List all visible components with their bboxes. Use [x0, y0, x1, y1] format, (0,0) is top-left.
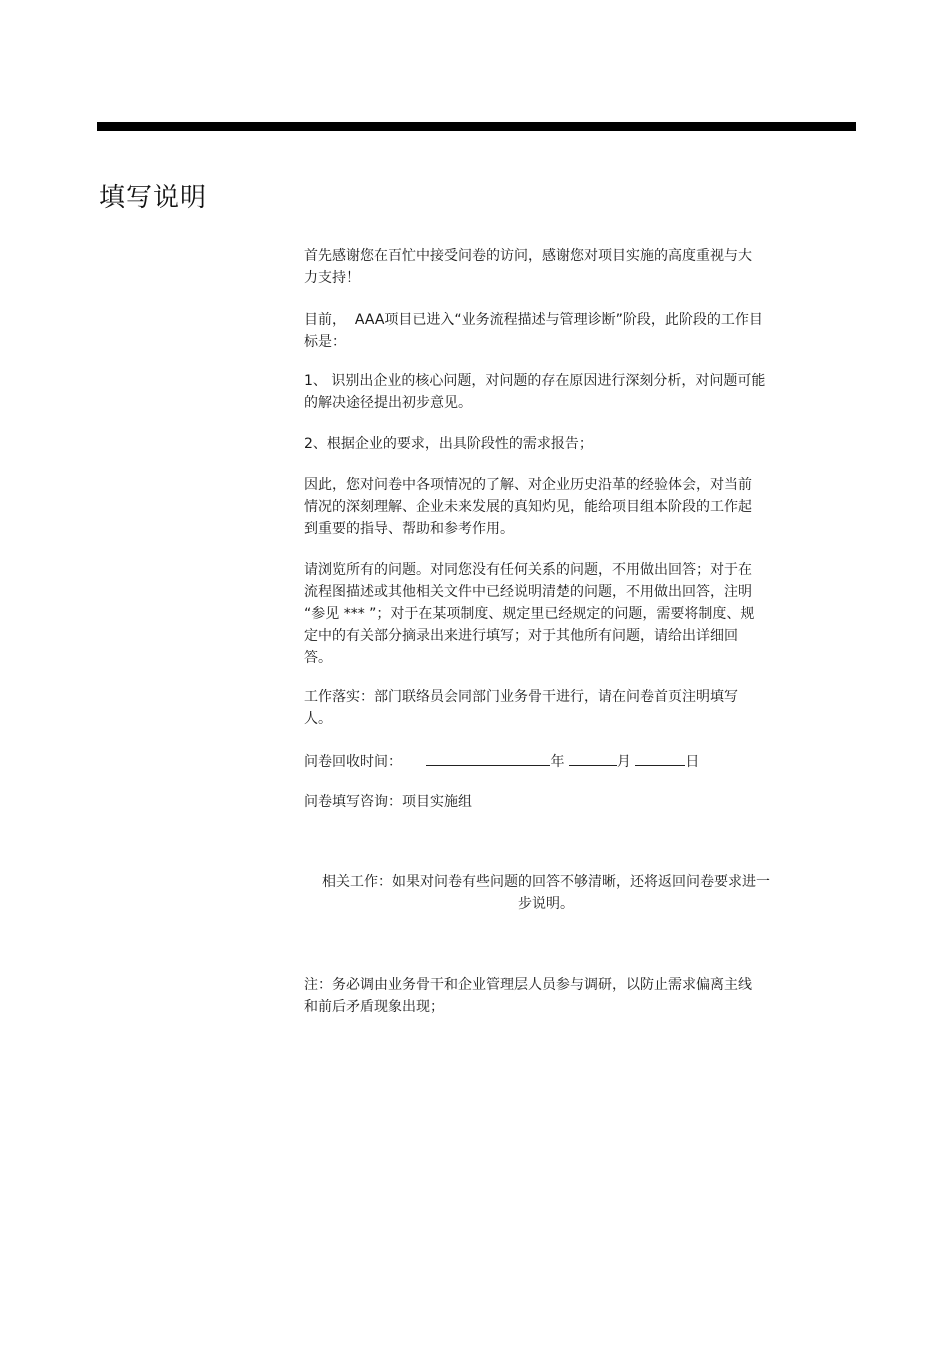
text-line: 步说明。	[518, 896, 574, 912]
text-line: 和前后矛盾现象出现；	[304, 999, 444, 1015]
text-line: 力支持！	[304, 270, 360, 286]
paragraph-note	[304, 974, 798, 1018]
text-line: 人。	[304, 711, 332, 727]
page-title: 填写说明	[99, 183, 208, 213]
paragraph-assignment	[304, 686, 798, 730]
header-rule	[97, 122, 856, 131]
text-line: 2、根据企业的要求，出具阶段性的需求报告；	[304, 436, 593, 452]
text-line: 请浏览所有的问题。对同您没有任何关系的问题，不用做出回答；对于在	[304, 562, 752, 578]
text-line: 标是：	[304, 334, 346, 350]
month-blank-field[interactable]	[569, 750, 617, 766]
paragraph-importance	[304, 474, 798, 540]
text-line: 答。	[304, 650, 332, 666]
month-label: 月	[616, 754, 631, 770]
text-line: 目前， AAA项目已进入“业务流程描述与管理诊断”阶段，此阶段的工作目	[304, 312, 763, 328]
return-time-row	[304, 750, 798, 773]
paragraph-intro	[304, 245, 798, 289]
text-line: 流程图描述或其他相关文件中已经说明清楚的问题，不用做出回答，注明	[304, 584, 752, 600]
text-line: 定中的有关部分摘录出来进行填写；对于其他所有问题，请给出详细回	[304, 628, 738, 644]
text-line: 相关工作：如果对问卷有些问题的回答不够清晰，还将返回问卷要求进一	[322, 874, 770, 890]
paragraph-related-work	[304, 871, 788, 915]
text-line: 工作落实：部门联络员会同部门业务骨干进行，请在问卷首页注明填写	[304, 689, 738, 705]
day-label: 日	[685, 754, 700, 770]
paragraph-goal-1	[304, 370, 798, 414]
text-line: 到重要的指导、帮助和参考作用。	[304, 521, 514, 537]
text-line: 因此，您对问卷中各项情况的了解、对企业历史沿革的经验体会，对当前	[304, 477, 752, 493]
year-blank-field[interactable]	[426, 750, 550, 766]
return-time-label: 问卷回收时间：	[304, 754, 402, 770]
consult-line: 问卷填写咨询：项目实施组	[304, 794, 472, 810]
text-line: “参见 *** ”；对于在某项制度、规定里已经规定的问题，需要将制度、规	[304, 606, 755, 622]
paragraph-instructions	[304, 559, 798, 669]
text-line: 情况的深刻理解、企业未来发展的真知灼见，能给项目组本阶段的工作起	[304, 499, 752, 515]
text-line: 首先感谢您在百忙中接受问卷的访问，感谢您对项目实施的高度重视与大	[304, 248, 752, 264]
day-blank-field[interactable]	[635, 750, 685, 766]
text-line: 注：务必调由业务骨干和企业管理层人员参与调研，以防止需求偏离主线	[304, 977, 752, 993]
paragraph-goal-2	[304, 433, 798, 455]
year-label: 年	[550, 754, 565, 770]
text-line: 1、 识别出企业的核心问题，对问题的存在原因进行深刻分析，对问题可能	[304, 373, 766, 389]
text-line: 的解决途径提出初步意见。	[304, 395, 472, 411]
paragraph-stage	[304, 309, 798, 353]
